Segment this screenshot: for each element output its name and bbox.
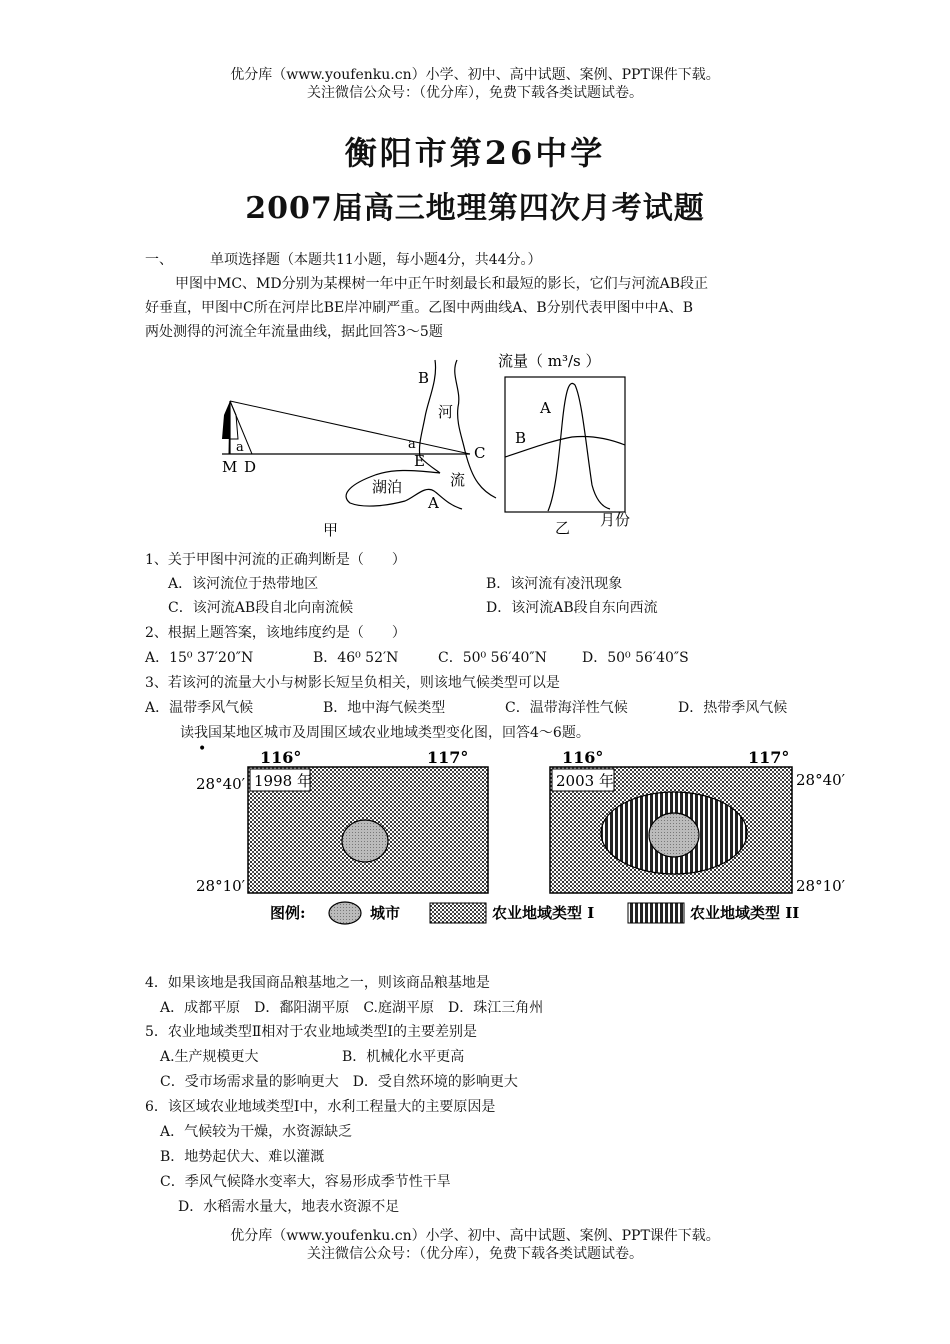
q6-option-b: B．地势起伏大、难以灌溉 xyxy=(160,1149,325,1165)
q5-option-b: B．机械化水平更高 xyxy=(342,1049,465,1065)
lon-117-right: 117° xyxy=(748,748,790,767)
lake-label: 湖泊 xyxy=(372,478,403,496)
header-line-1: 优分库（www.youfenku.cn）小学、初中、高中试题、案例、PPT课件下载。 xyxy=(230,67,720,83)
legend-type1-swatch xyxy=(430,903,486,923)
q5-option-a: A.生产规模更大 xyxy=(160,1049,259,1065)
city-2003 xyxy=(649,813,699,857)
section-heading: 单项选择题（本题共11小题，每小题4分，共44分。） xyxy=(210,252,542,268)
lat-bottom-right: 28°10′ xyxy=(796,877,846,895)
legend-title: 图例: xyxy=(270,904,306,922)
lon-116-left: 116° xyxy=(260,748,302,767)
label-jia: 甲 xyxy=(323,521,339,539)
q1-option-b: B．该河流有凌汛现象 xyxy=(486,576,623,592)
q1-option-d: D．该河流AB段自东向西流 xyxy=(486,600,658,616)
q6-option-d: D．水稻需水量大，地表水资源不足 xyxy=(178,1199,400,1215)
q5-option-cd: C．受市场需求量的影响更大 D．受自然环境的影响更大 xyxy=(160,1074,518,1090)
intro-line-2: 好垂直，甲图中C所在河岸比BE岸冲刷严重。乙图中两曲线A、B分别代表甲图中中A、B xyxy=(145,300,694,316)
school-title: 衡阳市第26中学 xyxy=(344,134,606,172)
q6-stem: 6．该区域农业地域类型Ⅰ中，水利工程量大的主要原因是 xyxy=(145,1099,496,1115)
q3-option-b: B．地中海气候类型 xyxy=(323,700,446,716)
q2-option-b: B．46⁰ 52′N xyxy=(313,650,399,666)
label-a: A xyxy=(428,494,439,512)
q5-stem: 5．农业地域类型Ⅱ相对于农业地域类型Ⅰ的主要差别是 xyxy=(145,1024,477,1040)
legend-type2: 农业地域类型 II xyxy=(690,904,800,922)
q6-option-c: C．季风气候降水变率大，容易形成季节性干旱 xyxy=(160,1174,451,1190)
q6-option-a: A．气候较为干燥，水资源缺乏 xyxy=(160,1124,353,1140)
q2-option-a: A．15⁰ 37′20″N xyxy=(145,650,254,666)
exam-title: 2007届高三地理第四次月考试题 xyxy=(245,191,705,226)
q3-option-d: D．热带季风气候 xyxy=(678,700,788,716)
q3-stem: 3、若该河的流量大小与树影长短呈负相关，则该地气候类型可以是 xyxy=(145,675,560,691)
label-m: M xyxy=(222,458,238,476)
month-axis-label: 月份 xyxy=(600,511,631,529)
lat-top-right: 28°40′ xyxy=(796,771,846,789)
label-e: E xyxy=(414,452,425,470)
q2-stem: 2、根据上题答案，该地纬度约是（ ） xyxy=(145,625,406,641)
intro-line-3: 两处测得的河流全年流量曲线，据此回答3～5题 xyxy=(145,324,443,340)
city-1998 xyxy=(342,820,388,862)
q4-options: A．成都平原 D．鄱阳湖平原 C.庭湖平原 D．珠江三角州 xyxy=(160,1000,544,1016)
q3-option-c: C．温带海洋性气候 xyxy=(505,700,628,716)
flow-axis-label: 流量（ m³/s ） xyxy=(498,352,601,370)
footer-line-1: 优分库（www.youfenku.cn）小学、初中、高中试题、案例、PPT课件下载。 xyxy=(230,1228,720,1244)
angle-label-a2: a xyxy=(408,437,416,452)
tick-mark: • xyxy=(198,745,207,757)
section-number: 一、 xyxy=(145,252,173,268)
river-figure xyxy=(200,345,660,540)
curve-label-a: A xyxy=(540,399,551,417)
q4-stem: 4．如果该地是我国商品粮基地之一，则该商品粮基地是 xyxy=(145,975,490,991)
legend-city: 城市 xyxy=(370,904,401,922)
label-b: B xyxy=(418,369,430,387)
label-d: D xyxy=(244,458,257,476)
legend-type2-swatch xyxy=(628,903,684,923)
year-2003: 2003 年 xyxy=(556,772,614,790)
intro-line-1: 甲图中MC、MD分别为某棵树一年中正午时刻最长和最短的影长，它们与河流AB段正 xyxy=(175,276,709,292)
river-char-1: 河 xyxy=(438,403,454,421)
lat-bottom-left: 28°10′ xyxy=(196,877,246,895)
legend-city-swatch xyxy=(329,902,361,924)
lon-117-left: 117° xyxy=(427,748,469,767)
footer-line-2: 关注微信公众号：（优分库），免费下载各类试题试卷。 xyxy=(307,1246,643,1262)
lat-top-left: 28°40′ xyxy=(196,775,246,793)
q3-option-a: A．温带季风气候 xyxy=(145,700,254,716)
q2-option-d: D．50⁰ 56′40″S xyxy=(582,650,689,666)
curve-a xyxy=(548,383,610,511)
agri-map-figure xyxy=(190,745,860,930)
q1-option-c: C．该河流AB段自北向南流候 xyxy=(168,600,354,616)
lon-116-right: 116° xyxy=(562,748,604,767)
tree-diagram xyxy=(222,401,470,454)
river-char-2: 流 xyxy=(450,471,466,489)
q1-option-a: A．该河流位于热带地区 xyxy=(168,576,319,592)
label-yi: 乙 xyxy=(555,519,571,537)
q2-option-c: C．50⁰ 56′40″N xyxy=(438,650,547,666)
intro-2: 读我国某地区城市及周围区域农业地域类型变化图，回答4～6题。 xyxy=(180,725,590,741)
curve-label-b: B xyxy=(515,429,527,447)
header-line-2: 关注微信公众号：（优分库），免费下载各类试题试卷。 xyxy=(307,85,643,101)
year-1998: 1998 年 xyxy=(254,772,312,790)
legend-type1: 农业地域类型 I xyxy=(492,904,595,922)
lake-outline xyxy=(346,471,462,510)
label-c: C xyxy=(474,444,486,462)
angle-label-a1: a xyxy=(236,440,244,455)
q1-stem: 1、关于甲图中河流的正确判断是（ ） xyxy=(145,552,406,568)
